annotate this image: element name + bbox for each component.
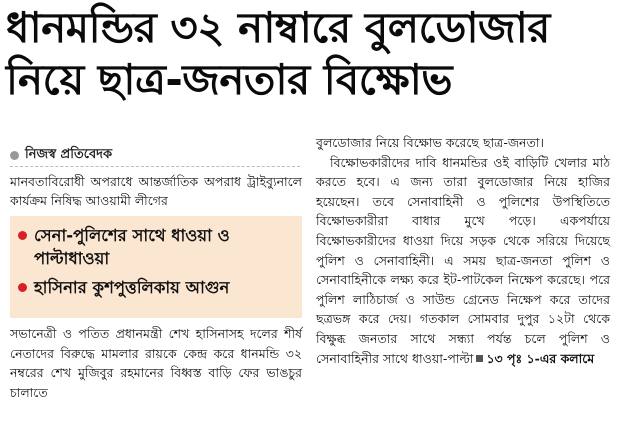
- right-column: [316, 133, 610, 368]
- continued-on-page[interactable]: ১৩ পৃঃ ১-এর কলামে: [486, 350, 595, 366]
- headline-line-2: নিয়ে ছাত্র-জনতার বিক্ষোভ: [6, 55, 453, 104]
- red-bullet-icon: [18, 283, 27, 292]
- highlight-item: [18, 276, 296, 299]
- highlight-text: সেনা-পুলিশের সাথে ধাওয়া ও পাল্টাধাওয়া: [34, 226, 230, 268]
- byline-text: নিজস্ব প্রতিবেদক: [25, 147, 113, 162]
- headline: [6, 2, 614, 106]
- byline-dot-icon: [10, 151, 19, 160]
- highlight-box: [10, 216, 302, 318]
- intro-paragraph: [10, 172, 302, 210]
- right-paragraph-2: [316, 153, 610, 369]
- lead-text: সভানেত্রী ও পতিত প্রধানমন্ত্রী শেখ হাসিনাসহ দলের শীর্ষ নেতাদের বিরুদ্ধে মামলার রায়কে কেন্দ্র করে ধানমন্ডি ৩২ নম্বরের শেখ মুজিবুর রহমানের বিধ্বস্ত বাড়ি ফের ভাঙচুর চালাতে: [10, 326, 302, 400]
- right-paragraph-2-text: বিক্ষোভকারীদের দাবি ধানমন্ডির ওই বাড়িটি খেলার মাঠ করতে হবে। এ জন্য তারা বুলডোজার নিয়ে হাজির হয়েছেন। তবে সেনাবাহিনী ও পুলিশের উপস্থিতিতে বিক্ষোভকারীরা বাধার মুখে পড়ে। একপর্যায়ে বিক্ষোভকারীদের ধাওয়া দিয়ে সড়ক থেকে সরিয়ে দিয়েছে পুলিশ ও সেনাবাহিনী। এ সময় ছাত্র-জনতা পুলিশ ও সেনাবাহিনীকে লক্ষ্য করে ইট-পাটকেল নিক্ষেপ করেছে। পরে পুলিশ লাঠিচার্জ ও সাউন্ড গ্রেনেড নিক্ষেপ করে তাদের ছত্রভঙ্গ করে দেয়। গতকাল সোমবার দুপুর ১২টা থেকে বিক্ষুব্ধ জনতার সাথে সন্ধ্যা পর্যন্ত চলে পুলিশ ও সেনাবাহিনীর সাথে ধাওয়া-পাল্টা: [316, 154, 610, 366]
- highlight-text: হাসিনার কুশপুত্তলিকায় আগুন: [34, 278, 230, 297]
- right-paragraph-1: বুলডোজার নিয়ে বিক্ষোভ করেছে ছাত্র-জনতা।: [316, 135, 544, 150]
- byline: [10, 145, 112, 166]
- byline-divider: [10, 166, 300, 167]
- jump-square-icon: [476, 355, 483, 362]
- intro-text: মানবতাবিরোধী অপরাধে আন্তর্জাতিক অপরাধ ট্রাইব্যুনালে কার্যক্রম নিষিদ্ধ আওয়ামী লীগের: [10, 174, 302, 208]
- highlight-item: [18, 224, 296, 270]
- headline-line-1: ধানমন্ডির ৩২ নাম্বারে বুলডোজার: [6, 3, 550, 52]
- lead-paragraph: [10, 324, 302, 402]
- red-bullet-icon: [18, 231, 27, 240]
